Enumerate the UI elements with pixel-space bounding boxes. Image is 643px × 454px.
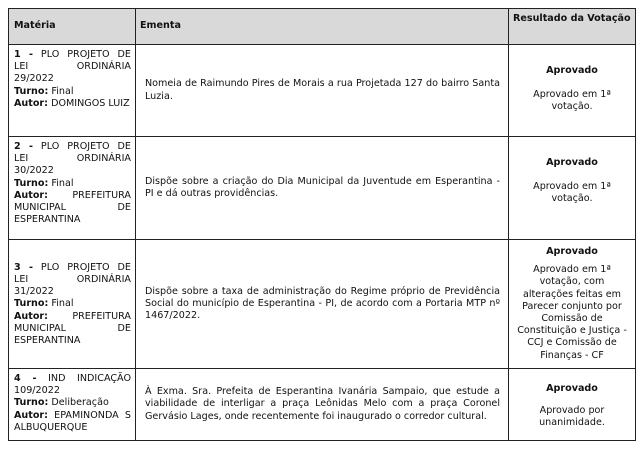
- item-number: 2 -: [14, 141, 33, 152]
- item-type-line2: LEI ORDINÁRIA: [14, 273, 131, 285]
- table-row: [9, 369, 636, 441]
- ementa-cell: Dispõe sobre a taxa de administração do Regime próprio de Previdência Social do município de Esperantina - PI, de acordo com a Portaria MTP nº 1467/2022.: [136, 240, 509, 369]
- autor-label: Autor:: [14, 310, 48, 322]
- materia-cell: [9, 137, 136, 240]
- turno-value: Final: [51, 298, 74, 310]
- materia-cell: [9, 45, 136, 137]
- header-resultado: Resultado da Votação: [509, 9, 636, 45]
- item-number: 3 -: [14, 261, 33, 273]
- materia-cell: [9, 369, 136, 441]
- result-detail: Aprovado em 1ª votação.: [533, 181, 611, 205]
- turno-value: Final: [51, 177, 74, 189]
- turno-value: Final: [51, 85, 74, 97]
- table-row: [9, 45, 636, 137]
- status-badge: Aprovado: [546, 383, 598, 394]
- ementa-cell: Nomeia de Raimundo Pires de Morais a rua Projetada 127 do bairro Santa Luzia.: [136, 45, 509, 137]
- autor-value: EPAMINONDA S ALBUQUERQUE: [14, 409, 131, 433]
- table-row: [9, 137, 636, 240]
- item-number: 4 -: [14, 373, 37, 384]
- item-type: PLO PROJETO DE: [40, 261, 131, 273]
- item-type: IND INDICAÇÃO: [48, 373, 131, 384]
- ementa-cell: À Exma. Sra. Prefeita de Esperantina Ivanária Sampaio, que estude a viabilidade de interligar a praça Leônidas Melo com a praça Coronel Gervásio Lages, onde recentemente foi inaugurado o corredor cultural.: [136, 369, 509, 441]
- turno-label: Turno:: [14, 397, 49, 409]
- item-year: 29/2022: [14, 73, 54, 85]
- turno-label: Turno:: [14, 298, 49, 310]
- votes-table: [8, 8, 636, 441]
- status-badge: Aprovado: [546, 246, 598, 257]
- table-row: [9, 240, 636, 369]
- header-materia: Matéria: [9, 9, 136, 45]
- resultado-cell: [509, 137, 636, 240]
- status-badge: Aprovado: [546, 157, 598, 168]
- turno-value: Deliberação: [51, 397, 109, 409]
- item-year: 31/2022: [14, 286, 54, 298]
- resultado-cell: [509, 369, 636, 441]
- item-year: 30/2022: [14, 165, 54, 177]
- materia-cell: [9, 240, 136, 369]
- resultado-cell: [509, 240, 636, 369]
- autor-value: DOMINGOS LUIZ: [51, 97, 130, 109]
- autor-label: Autor:: [14, 189, 48, 201]
- ementa-cell: Dispõe sobre a criação do Dia Municipal da Juventude em Esperantina - PI e dá outras providências.: [136, 137, 509, 240]
- result-detail: Aprovado em 1ª votação.: [533, 89, 611, 113]
- table-header-row: [9, 9, 636, 45]
- result-detail: Aprovado por unanimidade.: [539, 405, 605, 429]
- turno-label: Turno:: [14, 85, 49, 97]
- item-number: 1 -: [14, 49, 33, 60]
- votes-document: [8, 8, 635, 441]
- item-type-line2: LEI ORDINÁRIA: [14, 153, 131, 165]
- result-detail: Aprovado em 1ª votação, com alterações feitas em Parecer conjunto por Comissão de Constituição e Justiça - CCJ e Comissão de Finanças - CF: [517, 264, 627, 361]
- item-year: 109/2022: [14, 385, 60, 397]
- autor-label: Autor:: [14, 97, 48, 109]
- resultado-cell: [509, 45, 636, 137]
- header-ementa: Ementa: [136, 9, 509, 45]
- item-type: PLO PROJETO DE: [40, 49, 131, 60]
- status-badge: Aprovado: [546, 65, 598, 76]
- autor-label: Autor:: [14, 409, 48, 421]
- autor-value: PREFEITURA MUNICIPAL DE ESPERANTINA: [14, 189, 131, 226]
- autor-value: PREFEITURA MUNICIPAL DE ESPERANTINA: [14, 310, 131, 346]
- item-type: PLO PROJETO DE: [40, 141, 131, 152]
- item-type-line2: LEI ORDINÁRIA: [14, 61, 131, 73]
- turno-label: Turno:: [14, 177, 49, 189]
